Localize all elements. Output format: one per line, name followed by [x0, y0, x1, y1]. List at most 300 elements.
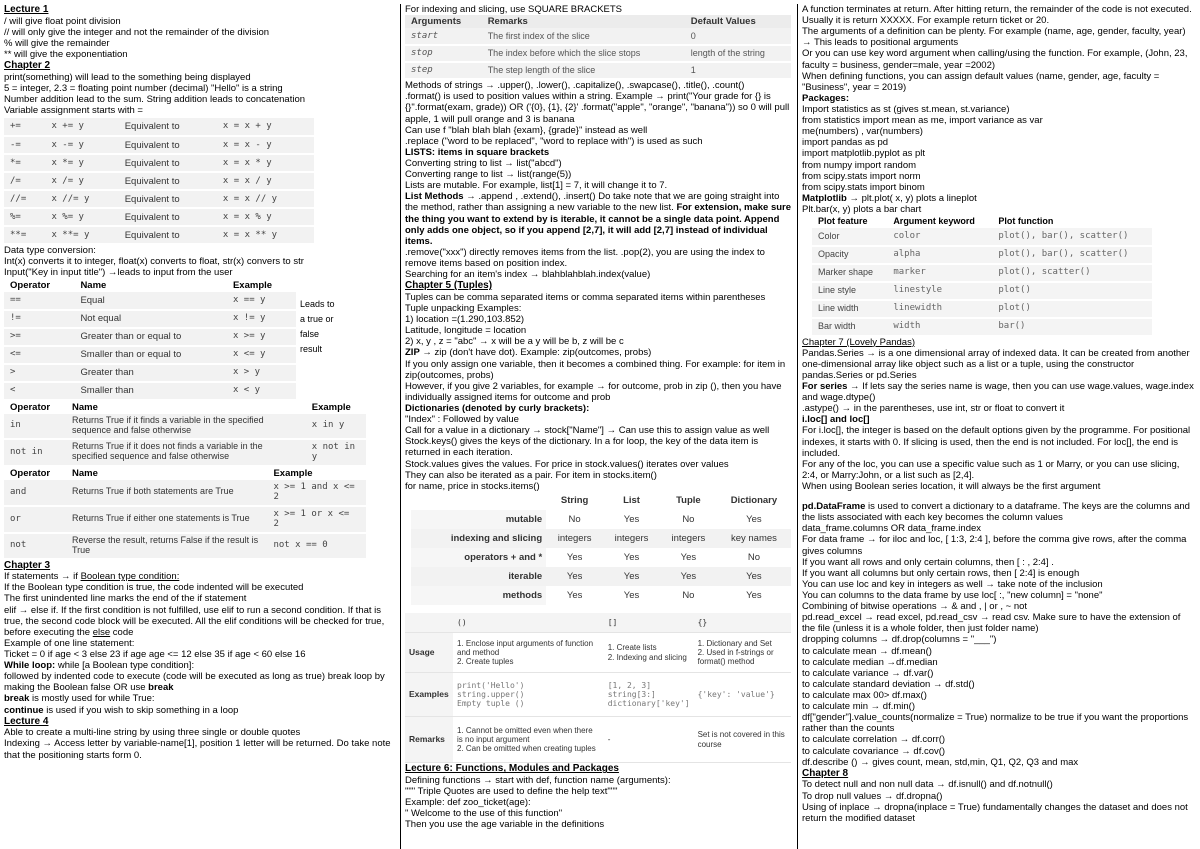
- dict-line: They can also be iterated as a pair. For item in stocks.item(): [405, 469, 657, 481]
- table-header-row: [405, 15, 791, 28]
- row-label: operators + and *: [411, 548, 546, 567]
- pkg-line: from scipy.stats import binom: [802, 181, 925, 193]
- pkg-line: import matplotlib.pyplot as plt: [802, 148, 926, 160]
- column-header: Operator: [4, 279, 74, 292]
- cell: Color: [812, 228, 887, 246]
- fn-line: Or you can use key word argument when calling/using the function. For example, (John, 23, faculty = business, gender=male, year =2002): [802, 48, 1188, 71]
- note-line: a true or: [300, 313, 334, 324]
- cell: stop: [405, 45, 482, 62]
- row-label: iterable: [411, 567, 546, 586]
- column-header: Default Values: [685, 15, 791, 28]
- cell: >: [4, 364, 74, 382]
- cell: Equal: [74, 292, 227, 310]
- cell: x >= 1 and x <= 2: [267, 480, 366, 506]
- cell: not: [4, 533, 66, 559]
- lists-line: Lists are mutable. For example, list[1] = 7, it will change it to 7.: [405, 180, 668, 192]
- zip-detail: If you only assign one variable, then it becomes a combined thing. For example: for item in zip(outcomes, probs): [405, 358, 786, 381]
- pkg-line: Import statistics as st (gives st.mean, st.variance): [802, 103, 1010, 115]
- dict-line: Stock.keys() gives the keys of the dictionary. In a for loop, the key of the data item is returned in each iteration.: [405, 436, 759, 459]
- cell: x >= 1 or x <= 2: [267, 506, 366, 533]
- dictionaries-heading: Dictionaries (denoted by curly brackets):: [405, 402, 590, 414]
- cell: 1. Dictionary and Set 2. Used in f-strings or format() method: [697, 638, 774, 667]
- table-row: [405, 45, 791, 62]
- cell: x = x + y: [217, 118, 314, 136]
- format-line: .format() is used to position values within a string. Example → print("Your grade for {} is {}".format(exam, grade)) OR ('{0}, {1}, {2}' .format("apple", "orange", "banana")) so 0 will pull apple, 1 will pull orange and 3 is banana: [405, 91, 790, 125]
- ch3-line: Ticket = 0 if age < 3 else 23 if age age <= 12 else 35 if age < 60 else 16: [4, 649, 306, 661]
- column-header: Operator: [4, 467, 66, 480]
- ch2-line: 5 = integer, 2.3 = floating point number (decimal) "Hello" is a string: [4, 82, 283, 94]
- matplotlib-text: → plt.plot( x, y) plots a lineplot: [846, 192, 977, 204]
- cell: Yes: [623, 589, 640, 601]
- df-line: to calculate median →df.median: [802, 656, 938, 668]
- table-row: [812, 264, 1152, 282]
- zip-label: ZIP: [405, 347, 420, 359]
- l6-line: Then you use the age variable in the definitions: [405, 819, 605, 831]
- cell: x >= y: [227, 328, 296, 346]
- column-header: Plot feature: [818, 216, 868, 227]
- cell: linewidth: [887, 300, 992, 318]
- if-condition: Boolean type condition:: [80, 571, 180, 583]
- matplotlib-label: Matplotlib: [802, 192, 847, 204]
- cell: No: [568, 513, 581, 525]
- iloc-line: For i.loc[], the integer is based on the default options given by the programme. For positional indexes, it starts with 0. If slicing is used, then the end is not included. For loc[], the end is included.: [802, 425, 1191, 459]
- slice-intro: For indexing and slicing, use SQUARE BRACKETS: [405, 4, 623, 15]
- chapter-8-heading: Chapter 8: [802, 767, 849, 779]
- note-line: false: [300, 329, 320, 340]
- table-header-row: [411, 491, 791, 510]
- cell: Yes: [680, 551, 697, 563]
- comparison-note: [296, 279, 335, 401]
- table-row: [4, 346, 296, 364]
- dict-line: for name, price in stocks.items(): [405, 480, 540, 491]
- lists-line: Converting string to list → list("abcd"): [405, 157, 562, 169]
- df-line: to calculate mean → df.mean(): [802, 645, 932, 657]
- cell: Returns True if either one statements is True: [66, 506, 267, 533]
- cell: x == y: [227, 292, 296, 310]
- cell: x /= y: [45, 172, 118, 190]
- cell: Yes: [603, 567, 660, 586]
- table-header-row: [4, 401, 366, 414]
- iloc-heading: i.loc[] and loc[]: [802, 414, 870, 426]
- cell: linestyle: [887, 282, 992, 300]
- note-line: Leads to: [300, 298, 335, 309]
- row-label: Examples: [405, 673, 453, 717]
- else-tail: code: [110, 626, 134, 638]
- table-row: [405, 28, 791, 45]
- ch3-line: If the Boolean type condition is true, the code indented will be executed: [4, 582, 304, 594]
- cell: Smaller than or equal to: [74, 346, 227, 364]
- df-line: Combining of bitwise operations → & and , | or , ~ not: [802, 601, 1028, 613]
- cell: print('Hello') string.upper() Empty tuple (): [457, 680, 525, 709]
- cell: Returns True if both statements are True: [66, 480, 267, 506]
- column-header: Example: [306, 401, 366, 414]
- table-row: [4, 172, 314, 190]
- lecture-1-heading: Lecture 1: [4, 4, 49, 15]
- cell: or: [4, 506, 66, 533]
- cell: x > y: [227, 364, 296, 382]
- cell: x //= y: [45, 190, 118, 208]
- fn-line: When defining functions, you can assign default values (name, gender, age, faculty = "Business", year = 2019): [802, 70, 1160, 93]
- cell: Yes: [546, 567, 603, 586]
- cell: {'key': 'value'}: [697, 690, 775, 700]
- lists-heading: LISTS: items in square brackets: [405, 146, 550, 158]
- replace-line: .replace ("word to be replaced", "word to replace with") is used as such: [405, 135, 703, 147]
- table-row: [4, 439, 366, 466]
- ch8-line: To detect null and non null data → df.isnull() and df.notnull(): [802, 779, 1053, 791]
- break-line: [4, 693, 394, 704]
- chapter-7-heading: Chapter 7 (Lovely Pandas): [802, 336, 916, 348]
- cell: alpha: [887, 246, 992, 264]
- cell: color: [887, 228, 992, 246]
- column-header: Tuple: [676, 494, 701, 506]
- table-row: [405, 633, 791, 673]
- l1-line: % will give the remainder: [4, 37, 110, 49]
- table-header-row: [812, 215, 1152, 228]
- cell: x = x % y: [217, 208, 314, 226]
- if-prefix: If statements → if: [4, 571, 81, 583]
- table-row: [4, 190, 314, 208]
- cell: Yes: [623, 513, 640, 525]
- row-label: methods: [411, 586, 546, 605]
- table-row: [4, 226, 314, 244]
- l1-line: / will give float point division: [4, 15, 121, 27]
- chapter-3-heading: Chapter 3: [4, 559, 51, 571]
- list-methods-bold: For extension, make sure the thing you want to extend by is iterable, it cannot be a single data point. Append only adds one object, so if you append [2,7], it will add [2,7] instead of individual items.: [405, 202, 792, 247]
- ch2-line: print(something) will lead to the something being displayed: [4, 71, 251, 83]
- cell: >=: [4, 328, 74, 346]
- continue-line: [4, 705, 394, 716]
- lists-line: Converting range to list → list(range(5)): [405, 169, 572, 181]
- row-label: indexing and slicing: [411, 529, 546, 548]
- df-line: dropping columns → df.drop(columns = "___"): [802, 634, 997, 646]
- remove-line: .remove("xxx") directly removes items from the list. .pop(2), you are using the index to remove items based on position index.: [405, 246, 765, 269]
- column-header: []: [604, 613, 694, 633]
- table-row: [411, 548, 791, 567]
- table-row: [812, 318, 1152, 336]
- logical-operators-table: [4, 467, 366, 560]
- cell: Yes: [746, 513, 762, 525]
- cell: !=: [4, 310, 74, 328]
- table-row: [4, 533, 366, 559]
- dataframe-label: pd.DataFrame: [802, 501, 866, 513]
- table-row: [4, 118, 314, 136]
- df-line: pd.read_excel → read excel, pd.read_csv → read csv. Make sure to have the extension of the file (unless it is a whole folder, then just folder name): [802, 612, 1181, 635]
- while-line: [4, 660, 394, 671]
- cell: x = x // y: [217, 190, 314, 208]
- while-label: While loop:: [4, 660, 56, 672]
- column-header: Remarks: [482, 15, 685, 28]
- series-definition: Pandas.Series → is a one dimensional array of indexed data. It can be created from another one-dimensional array like object such as a list or a tuple, using the constructor pandas.Series or pd.Series: [802, 347, 1190, 381]
- df-line: You can columns to the data frame by use loc[ :, "new column] = "none": [802, 590, 1103, 601]
- astype-line: .astype() → in the parentheses, use int, str or float to convert it: [802, 403, 1065, 415]
- cell: width: [887, 318, 992, 336]
- table-row: [405, 717, 791, 763]
- row-label: Usage: [405, 633, 453, 673]
- conv-line: Data type conversion:: [4, 245, 96, 257]
- cell: x = x * y: [217, 154, 314, 172]
- cell: x *= y: [45, 154, 118, 172]
- lecture-4-heading: Lecture 4: [4, 715, 49, 727]
- cell: integers: [603, 529, 660, 548]
- zip-line: [405, 347, 792, 358]
- cell: 0: [685, 28, 791, 45]
- column-1: [0, 4, 398, 849]
- for-series-label: For series: [802, 381, 848, 393]
- slicing-arguments-table: [405, 15, 791, 80]
- column-3: [797, 4, 1200, 849]
- cell: plot(), bar(), scatter(): [992, 228, 1152, 246]
- for-series-text: → If lets say the series name is wage, then you can use wage.values, wage.index and wage.dtype(): [802, 381, 1194, 404]
- cell: Marker shape: [812, 264, 887, 282]
- df-line: You can use loc and key in integers as well → take note of the inclusion: [802, 578, 1103, 590]
- table-row: [4, 506, 366, 533]
- pkg-line: from scipy.stats import norm: [802, 170, 921, 182]
- cell: Line style: [812, 282, 887, 300]
- table-row: [4, 292, 296, 310]
- df-line: to calculate correlation → df.corr(): [802, 734, 946, 746]
- column-header: Operator: [4, 401, 66, 414]
- cell: bar(): [992, 318, 1152, 336]
- cell: The step length of the slice: [482, 62, 685, 79]
- zip-text: → zip (don't have dot). Example: zip(outcomes, probs): [419, 347, 652, 359]
- table-row: [812, 228, 1152, 246]
- df-line: df["gender"].value_counts(normalize = True) normalize to be true if you want the proportions rather than the counts: [802, 712, 1189, 735]
- cell: plot(), scatter(): [992, 264, 1152, 282]
- ch2-line: Variable assignment starts with =: [4, 105, 143, 117]
- while-text-2: followed by indented code to execute (code will be executed as long as true) break loop by making the Boolean false OR use: [4, 671, 385, 694]
- elif-text: elif → else if. If the first condition is not fulfilled, use elif to run a second condition. If that is true, the second code block will be executed. All the elif conditions will be checked for true, before executing the: [4, 604, 385, 638]
- row-label: Remarks: [405, 717, 453, 763]
- fn-line: A function terminates at return. After hitting return, the remainder of the code is not executed. Usually it is return XXXXX. For example return ticket or 20.: [802, 4, 1192, 27]
- cell: 1: [685, 62, 791, 79]
- table-row: [405, 673, 791, 717]
- table-header-row: [4, 279, 296, 292]
- dataframe-paragraph: [802, 501, 1196, 523]
- cell: ==: [4, 292, 74, 310]
- cell: x -= y: [45, 136, 118, 154]
- cell: *=: [4, 154, 45, 172]
- pkg-line: from statistics import mean as me, import variance as var: [802, 115, 1043, 127]
- cell: <=: [4, 346, 74, 364]
- cell: x <= y: [227, 346, 296, 364]
- column-header: Name: [66, 401, 306, 414]
- cell: No: [682, 589, 695, 601]
- pkg-line: from numpy import random: [802, 159, 917, 171]
- column-2: [400, 4, 796, 849]
- cell: not x == 0: [267, 533, 366, 559]
- ch2-line: Number addition lead to the sum. String addition leads to concatenation: [4, 94, 306, 106]
- cell: Line width: [812, 300, 887, 318]
- ch5-line: Tuple unpacking Examples:: [405, 302, 522, 314]
- table-row: [411, 586, 791, 605]
- table-row: [4, 136, 314, 154]
- assignment-operators-table: [4, 118, 314, 245]
- l6-line: " Welcome to the use of this function": [405, 808, 563, 820]
- table-row: [812, 282, 1152, 300]
- table-row: [4, 310, 296, 328]
- cell: 1. Enclose input arguments of function and method 2. Create tuples: [457, 638, 594, 667]
- table-row: [4, 480, 366, 506]
- df-line: If you want all rows and only certain columns, then [ : , 2:4] .: [802, 556, 1054, 568]
- ch8-line: Using of inplace → dropna(inplace = True) fundamentally changes the dataset and does not return the modified dataset: [802, 801, 1188, 824]
- l4-line: Indexing → Access letter by variable-name[1], position 1 letter will be returned. Do take note that the positioning starts form 0.: [4, 738, 391, 761]
- chapter-2-heading: Chapter 2: [4, 60, 51, 72]
- else-word: else: [92, 626, 111, 638]
- fn-line: The arguments of a definition can be plenty. For example (name, age, gender, faculty, year) → This leads to positional arguments: [802, 26, 1186, 49]
- df-line: to calculate standard deviation → df.std(): [802, 678, 975, 690]
- dict-line: Call for a value in a dictionary → stock["Name"] → Can use this to assign value as well: [405, 425, 770, 437]
- cell: not in: [4, 439, 66, 466]
- cell: [1, 2, 3] string[3:] dictionary['key']: [607, 680, 690, 709]
- data-types-comparison-table: [411, 491, 791, 605]
- dict-line: "Index" : Followed by value: [405, 414, 519, 426]
- table-row: [411, 567, 791, 586]
- cell: **=: [4, 226, 45, 244]
- l1-line: ** will give the exponentiation: [4, 49, 128, 61]
- cell: and: [4, 480, 66, 506]
- continue-label: continue: [4, 704, 44, 716]
- brackets-table: [405, 613, 791, 764]
- cell: Yes: [566, 551, 583, 563]
- row-label: mutable: [411, 510, 546, 529]
- string-methods-line: Methods of strings → .upper(), .lower(), .capitalize(), .swapcase(), .title(), .count(): [405, 80, 745, 92]
- conv-line: Input("Key in input title") →leads to input from the user: [4, 267, 233, 279]
- dataframe-text: is used to convert a dictionary to a dataframe. The keys are the columns and the lists associated with each key becomes the column values: [802, 501, 1190, 524]
- cell: Equivalent to: [119, 172, 217, 190]
- df-line: to calculate min → df.min(): [802, 701, 915, 713]
- cell: x != y: [227, 310, 296, 328]
- cell: in: [4, 414, 66, 439]
- cell: start: [405, 28, 482, 45]
- membership-operators-table: [4, 401, 366, 467]
- cell: 1. Create lists 2. Indexing and slicing: [607, 643, 687, 662]
- fstring-line: Can use f "blah blah blah {exam}, {grade}" instead as well: [405, 124, 648, 136]
- table-row: [4, 414, 366, 439]
- continue-text: is used if you wish to skip something in a loop: [43, 704, 239, 716]
- cell: -: [607, 735, 611, 745]
- cell: plot(), bar(), scatter(): [992, 246, 1152, 264]
- column-header: {}: [694, 613, 791, 633]
- cell: Set is not covered in this course: [697, 730, 785, 749]
- cell: x = x ** y: [217, 226, 314, 244]
- column-header: Argument keyword: [893, 216, 975, 227]
- l6-line: Defining functions → start with def, function name (arguments):: [405, 774, 671, 786]
- cell: //=: [4, 190, 45, 208]
- column-header: Example: [227, 279, 296, 292]
- cell: plot(): [992, 300, 1152, 318]
- cell: Yes: [717, 567, 791, 586]
- iloc-line: When using Boolean series location, it will always be the first argument: [802, 481, 1101, 493]
- df-line: to calculate variance → df.var(): [802, 667, 934, 679]
- cell: Reverse the result, returns False if the result is True: [66, 533, 267, 559]
- cell: The first index of the slice: [482, 28, 685, 45]
- cell: x += y: [45, 118, 118, 136]
- zip-detail: However, if you give 2 variables, for example → for outcome, prob in zip (), then you have individually assigned items for outcome and prob: [405, 380, 782, 403]
- cell: No: [747, 551, 760, 563]
- search-line: Searching for an item's index → blahblahblah.index(value): [405, 269, 651, 281]
- table-row: [405, 62, 791, 79]
- cell: -=: [4, 136, 45, 154]
- comparison-operators-table: [4, 279, 296, 401]
- l6-line: Example: def zoo_ticket(age):: [405, 797, 531, 809]
- list-methods-text: → .append , .extend(), .insert() Do take note that we are going straight into the method, rather than assigning a new variable to the new list.: [405, 191, 780, 214]
- column-header: String: [560, 494, 589, 506]
- ch5-line: Tuples can be comma separated items or comma separated items within parentheses: [405, 291, 766, 303]
- cell: <: [4, 382, 74, 400]
- table-row: [411, 529, 791, 548]
- column-header: Arguments: [405, 15, 482, 28]
- table-row: [4, 364, 296, 382]
- column-header: Name: [66, 467, 267, 480]
- break-label: break: [4, 693, 30, 705]
- cell: Returns True if it does not finds a variable in the specified sequence and false otherwise: [66, 439, 306, 466]
- column-header: List: [623, 494, 640, 506]
- column-header: [411, 491, 546, 510]
- table-row: [4, 208, 314, 226]
- cell: marker: [887, 264, 992, 282]
- l4-line: Able to create a multi-line string by using three single or double quotes: [4, 727, 301, 739]
- column-header: [405, 613, 453, 633]
- cell: No: [682, 513, 695, 525]
- pkg-line: import pandas as pd: [802, 137, 889, 149]
- cell: length of the string: [685, 45, 791, 62]
- l1-line: // will only give the integer and not the remainder of the division: [4, 26, 270, 38]
- table-row: [4, 328, 296, 346]
- table-row: [411, 510, 791, 529]
- cell: x < y: [227, 382, 296, 400]
- plot-features-table: [812, 215, 1152, 337]
- column-header: Dictionary: [730, 494, 778, 506]
- ch8-line: To drop null values → df.dropna(): [802, 790, 943, 802]
- cell: Equivalent to: [119, 226, 217, 244]
- cell: Equivalent to: [119, 208, 217, 226]
- ch5-line: 1) location =(1.290,103.852): [405, 314, 525, 326]
- ch3-line: The first unindented line marks the end of the if statement: [4, 593, 247, 605]
- cell: x = x - y: [217, 136, 314, 154]
- cell: Equivalent to: [119, 190, 217, 208]
- cell: plot(): [992, 282, 1152, 300]
- table-row: [4, 154, 314, 172]
- iloc-line: For any of the loc, you can use a specific value such as 1 or Marry, or you can use slicing, 2:4, or Marry:John, or a list such as [2,4].: [802, 458, 1180, 481]
- conv-line: Int(x) converts it to integer, float(x) converts to float, str(x) convers to str: [4, 256, 304, 268]
- cell: The index before which the slice stops: [482, 45, 685, 62]
- table-header-row: [405, 613, 791, 633]
- column-header: Example: [267, 467, 366, 480]
- cell: x in y: [306, 414, 366, 439]
- matplotlib-line: [802, 193, 1196, 204]
- dict-line: Stock.values gives the values. For price in stock.values() iterates over values: [405, 458, 729, 470]
- cell: Greater than or equal to: [74, 328, 227, 346]
- cell: x **= y: [45, 226, 118, 244]
- chapter-5-heading: Chapter 5 (Tuples): [405, 280, 493, 292]
- df-line: data_frame.columns OR data_frame.index: [802, 523, 982, 535]
- cell: Not equal: [74, 310, 227, 328]
- cell: integers: [546, 529, 603, 548]
- ch5-line: 2) x, y , z = "abc" → x will be a y will be b, z will be c: [405, 336, 624, 348]
- cell: Equivalent to: [119, 154, 217, 172]
- ch3-line: Example of one line statement:: [4, 637, 135, 649]
- cell: %=: [4, 208, 45, 226]
- cell: Bar width: [812, 318, 887, 336]
- cell: /=: [4, 172, 45, 190]
- ch3-elif-paragraph: [4, 605, 394, 638]
- cell: integers: [660, 529, 717, 548]
- cell: x %= y: [45, 208, 118, 226]
- cell: x not in y: [306, 439, 366, 466]
- df-line: df.describe () → gives count, mean, std,min, Q1, Q2, Q3 and max: [802, 756, 1079, 768]
- list-methods-label: List Methods: [405, 191, 464, 203]
- cell: Equivalent to: [119, 136, 217, 154]
